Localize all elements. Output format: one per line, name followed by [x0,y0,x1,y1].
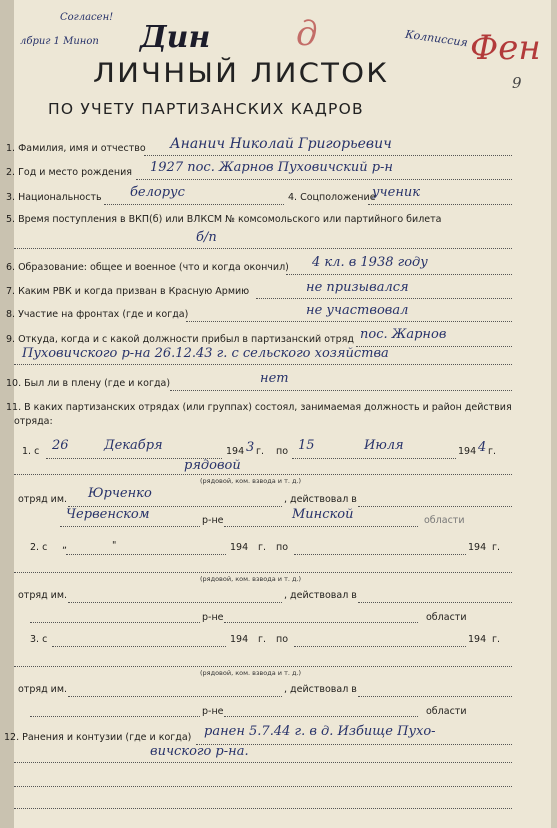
entry-3-year: 194 [230,634,249,645]
entry-2-quote-open: „ [62,540,67,551]
entry-2-acted-label: , действовал в [284,590,357,601]
entry-3-prefix: 3. с [30,634,48,645]
field-6-label: 6. Образование: общее и военное (что и когда окончил) [6,262,289,273]
field-1-label: 1. Фамилия, имя и отчество [6,143,146,154]
entry-1-year-prefix: 194 [226,446,245,457]
entry-1-acted-line [358,506,512,507]
field-3-line [104,204,284,205]
field-11-label-b: отряда: [14,416,53,427]
entry-1-month: Декабря [104,438,163,453]
field-11-label-a: 11. В каких партизанских отрядах (или группах) состоял, занимаемая должность и район действия [6,402,512,413]
entry-3-acted-line [358,696,512,697]
entry-1-district-line [60,526,200,527]
entry-1-rank-value: рядовой [184,458,241,473]
entry-2-region-line [224,622,418,623]
field-8-line [186,321,512,322]
red-mark: д [296,14,318,54]
field-9-line-b [14,364,512,365]
entry-3-rne-label: р-не [202,706,224,717]
entry-1-prefix: 1. с [22,446,40,457]
entry-1-region-line [224,526,418,527]
field-7-label: 7. Каким РВК и когда призван в Красную Армию [6,286,250,297]
field-10-value: нет [260,371,289,386]
right-note: Колписсия [404,27,469,50]
field-4-line [368,204,512,205]
entry-3-year2: 194 [468,634,487,645]
entry-2-quote-close: " [112,540,117,551]
field-9-value-b: Пуховичского р-на 26.12.43 г. с сельского хозяйства [22,346,389,361]
page-title: ЛИЧНЫЙ ЛИСТОК [93,58,390,89]
field-12-value-b: вичского р-на. [150,744,249,759]
signature: Дин [140,20,211,55]
entry-1-oblast-label: области [424,515,465,526]
field-6-value: 4 кл. в 1938 году [312,255,428,270]
field-8-label: 8. Участие на фронтах (где и когда) [6,309,189,320]
entry-1-g2: г. [488,446,497,457]
field-12-value-a: ранен 5.7.44 г. в д. Избище Пухо- [204,724,436,739]
field-7-value: не призывался [306,280,409,295]
field-2-line [136,179,512,180]
entry-2-acted-line [358,602,512,603]
entry-3-rank-caption: (рядовой, ком. взвода и т. д.) [200,669,302,677]
field-1-value: Ананич Николай Григорьевич [170,136,392,152]
entry-2-rne-label: р-не [202,612,224,623]
entry-1-year2: 4 [478,440,487,455]
entry-2-rank-caption: (рядовой, ком. взвода и т. д.) [200,575,302,583]
entry-1-g: г. [256,446,265,457]
field-10-label: 10. Был ли в плену (где и когда) [6,378,171,389]
entry-3-rank-line [14,666,512,667]
field-9-label: 9. Откуда, когда и с какой должности прибыл в партизанский отряд [6,334,354,345]
entry-2-rank-line [14,572,512,573]
field-9-value-a: пос. Жарнов [360,327,447,342]
entry-3-g2: г. [492,634,501,645]
entry-3-po: по [276,634,289,645]
field-12-line-c [14,786,512,787]
entry-2-from-line [66,554,226,555]
rank-note: лбриг 1 Миноп [20,36,99,47]
field-7-line [256,298,512,299]
agreed-note: Согласен! [60,12,114,23]
field-5-line [14,248,512,249]
entry-3-district-line [30,716,200,717]
field-1-line [144,155,512,156]
entry-3-region-line [224,716,418,717]
field-5-value: б/п [196,230,217,245]
entry-3-otryad-line [68,696,282,697]
entry-1-rank-caption: (рядовой, ком. взвода и т. д.) [200,477,302,485]
entry-3-oblast-label: области [426,706,467,717]
entry-1-year: 3 [246,440,255,455]
field-8-value: не участвовал [306,303,409,318]
entry-3-from-line [52,646,226,647]
page-number: 9 [512,74,522,92]
entry-2-year2: 194 [468,542,487,553]
field-4-value: ученик [372,185,421,200]
entry-2-prefix: 2. с [30,542,48,553]
entry-2-otryad-line [68,602,282,603]
page-subtitle: ПО УЧЕТУ ПАРТИЗАНСКИХ КАДРОВ [48,100,364,118]
field-5-label: 5. Время поступления в ВКП(б) или ВЛКСМ № комсомольского или партийного билета [6,214,442,225]
red-signature: Фен [470,28,541,68]
entry-1-district-value: Червенском [66,507,150,522]
entry-3-to-line [294,646,466,647]
field-3-value: белорус [130,185,185,200]
field-4-label: 4. Соцположение [288,192,376,203]
field-12-line-b [14,762,512,763]
entry-3-g: г. [258,634,267,645]
entry-1-acted-label: , действовал в [284,494,357,505]
binding-edge [0,0,14,828]
entry-1-rank-line [14,474,512,475]
field-2-value: 1927 пос. Жарнов Пуховичский р-н [150,160,393,175]
field-3-label: 3. Национальность [6,192,102,203]
entry-2-g: г. [258,542,267,553]
entry-3-otryad-label: отряд им. [18,684,68,695]
entry-3-acted-label: , действовал в [284,684,357,695]
entry-1-region-value: Минской [292,507,354,522]
entry-1-month2: Июля [364,438,404,453]
entry-2-district-line [30,622,200,623]
entry-2-to-line [294,554,466,555]
entry-1-po: по [276,446,289,457]
entry-1-rne-label: р-не [202,515,224,526]
field-2-label: 2. Год и место рождения [6,167,132,178]
field-12-label: 12. Ранения и контузии (где и когда) [4,732,192,743]
right-edge [551,0,557,828]
entry-2-g2: г. [492,542,501,553]
field-6-line [286,274,512,275]
entry-1-year2-prefix: 194 [458,446,477,457]
entry-1-day2: 15 [298,438,315,453]
entry-2-po: по [276,542,289,553]
entry-1-otryad-value: Юрченко [88,486,152,501]
entry-2-year: 194 [230,542,249,553]
entry-1-to-line [292,458,456,459]
field-10-line [170,390,512,391]
entry-1-day: 26 [52,438,69,453]
entry-2-oblast-label: области [426,612,467,623]
entry-2-otryad-label: отряд им. [18,590,68,601]
entry-1-otryad-label: отряд им. [18,494,68,505]
field-12-line-d [14,808,512,809]
